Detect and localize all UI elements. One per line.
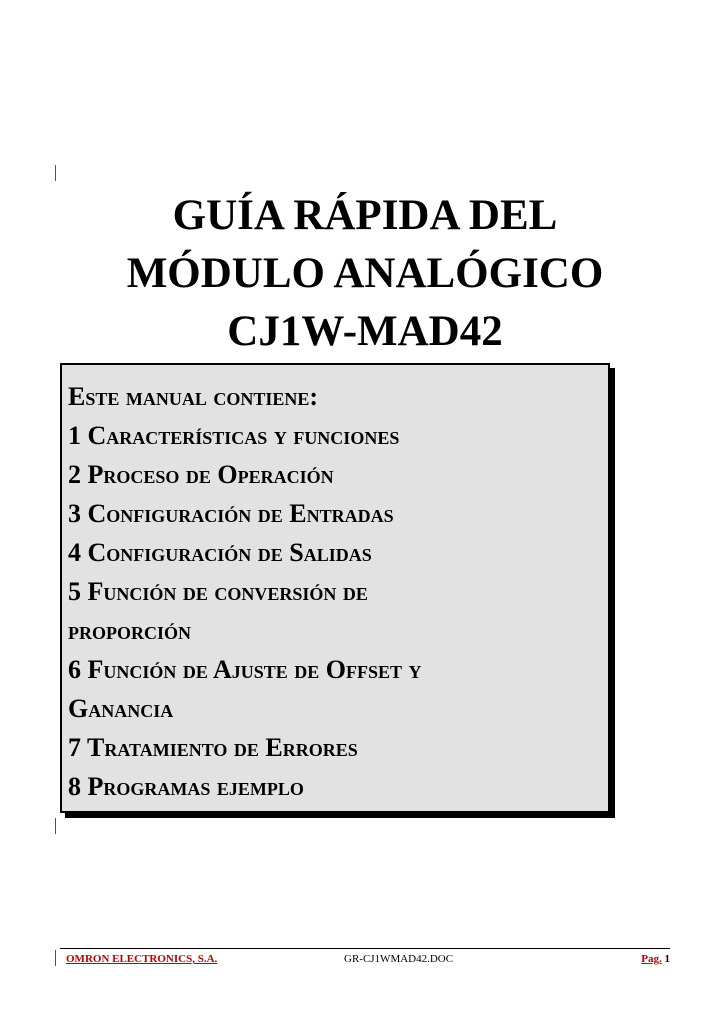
contents-item: 1 Características y funciones	[68, 421, 400, 450]
contents-box	[60, 363, 610, 813]
margin-mark-middle	[55, 818, 56, 834]
title-line-3: CJ1W-MAD42	[227, 308, 503, 355]
contents-item: 2 Proceso de Operación	[68, 460, 334, 489]
contents-item: 4 Configuración de Salidas	[68, 538, 372, 567]
document-title	[60, 187, 670, 361]
margin-mark-top	[55, 165, 56, 181]
contents-heading: Este manual contiene:	[68, 382, 319, 411]
contents-item: 5 Función de conversión de	[68, 577, 368, 606]
contents-item: 6 Función de Ajuste de Offset y	[68, 655, 422, 684]
title-line-1: GUÍA RÁPIDA DEL	[172, 192, 558, 239]
page-footer	[60, 948, 670, 967]
footer-page	[641, 953, 670, 965]
contents-item: 8 Programas ejemplo	[68, 772, 304, 801]
footer-filename: GR-CJ1WMAD42.DOC	[344, 953, 454, 965]
contents-item-continuation: Ganancia	[68, 694, 174, 723]
contents-item: 3 Configuración de Entradas	[68, 499, 394, 528]
footer-company: OMRON ELECTRONICS, S.A.	[66, 953, 218, 965]
title-line-2: MÓDULO ANALÓGICO	[126, 250, 604, 297]
footer-page-label: Pag.	[641, 953, 662, 965]
margin-mark-footer	[55, 950, 56, 966]
contents-item: 7 Tratamiento de Errores	[68, 733, 358, 762]
footer-page-number: 1	[664, 953, 670, 965]
contents-item-continuation: proporción	[68, 616, 191, 645]
